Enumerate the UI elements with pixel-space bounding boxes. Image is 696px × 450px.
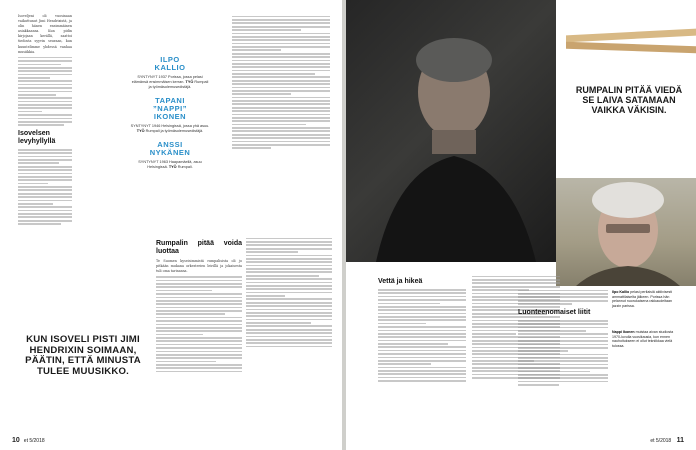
body-text-lines bbox=[246, 238, 332, 348]
body-text-lines bbox=[232, 16, 330, 149]
artist-bio-2: SYNTYNYT 1946 Helsingissä, jossa yhä asuu. TYÖ Rumpali ja työmäsolemusedistäjä. bbox=[130, 124, 210, 133]
body-text-lines bbox=[518, 290, 608, 305]
left-col2-intro: Te Suomen kyseisimmistä rumpalisista oli jo pitkään mukana orkesterien leirillä ja jokaisesta tuli oma tarinansa. bbox=[156, 259, 242, 274]
left-column-3-bottom bbox=[246, 236, 332, 426]
right-column-3 bbox=[518, 288, 608, 434]
artist-name-1: ILPO KALLIO bbox=[154, 55, 186, 72]
right-column-1 bbox=[378, 274, 466, 434]
body-text-lines bbox=[18, 149, 72, 225]
left-pull-quote: KUN ISOVELI PISTI JIMI HENDRIXIN SOIMAAN, PÄÄTIN, ETTÄ MINUSTA TULEE MUUSIKKO. bbox=[25, 334, 141, 377]
left-column-1 bbox=[18, 14, 72, 314]
right-subhead-1: Vettä ja hikeä bbox=[378, 278, 423, 285]
artist-bio-1: SYNTYNYT 1937 Porissa, jossa pelasi elämänsä ensimmäisen kerran. TYÖ Rumpali ja työmäsolemusedistäjä. bbox=[131, 75, 209, 89]
artist-bio-3: SYNTYNYT 1963 Haapamäellä, asuu Helsingissä. TYÖ Rumpali. bbox=[138, 160, 202, 169]
left-column-2-bottom bbox=[156, 236, 242, 426]
left-folio: 10 et 5/2018 bbox=[12, 437, 45, 444]
right-pull-quote: RUMPALIN PITÄÄ VIEDÄ SE LAIVA SATAMAAN VAIKKA VÄKISIN. bbox=[575, 85, 683, 115]
body-text-lines bbox=[156, 276, 242, 372]
artist-name-3: ANSSI NYKÄNEN bbox=[149, 140, 191, 157]
artist-name-2: TAPANI ”NAPPI” IKONEN bbox=[153, 96, 187, 121]
body-text-lines bbox=[18, 57, 72, 126]
left-subhead-1: Isovelsen levyhyllyllä bbox=[18, 129, 56, 145]
drumsticks-illustration bbox=[566, 8, 696, 68]
portrait-photo-ilpo-kallio bbox=[346, 0, 556, 262]
right-subhead-2: Luonteenomaiset liitit bbox=[518, 308, 591, 316]
left-subhead-2: Rumpalin pitää voida luottaa bbox=[156, 240, 242, 255]
right-folio: et 5/2018 11 bbox=[650, 437, 684, 444]
photo-caption-2: Nappi Ikonen muistaa aivan studiosta 1970-luvulla vuosikausia, kun ennen nauhoitukseen ei ollut tekniikkaa vielä tulossa. bbox=[612, 330, 674, 348]
body-text-lines bbox=[378, 289, 466, 382]
left-column-3-top bbox=[232, 14, 330, 234]
body-text-lines bbox=[518, 320, 608, 386]
photo-caption-1: Ilpo Kallio pelasi perilaisiä aktiivisesti ammattilaiselta jälkeen. Porissa hän pelannut nuorukaisena rakkaudeltaan jazzin parissa. bbox=[612, 290, 673, 308]
left-intro-text: Isoveljeni oli vuosinaan vaikuttunut Jimi Hendrixistä, ja olin hänen ensimmäinen asiakkaansa. Kun pidin kirjojaan kerällä, saattoi tiedosta syyvin seuraan, kun kuuntelimme yhdessä vanhaa musiikkia. bbox=[18, 14, 72, 54]
left-page bbox=[0, 0, 342, 450]
portrait-photo-nappi-ikonen bbox=[556, 178, 696, 286]
artist-sidebar bbox=[130, 56, 210, 177]
